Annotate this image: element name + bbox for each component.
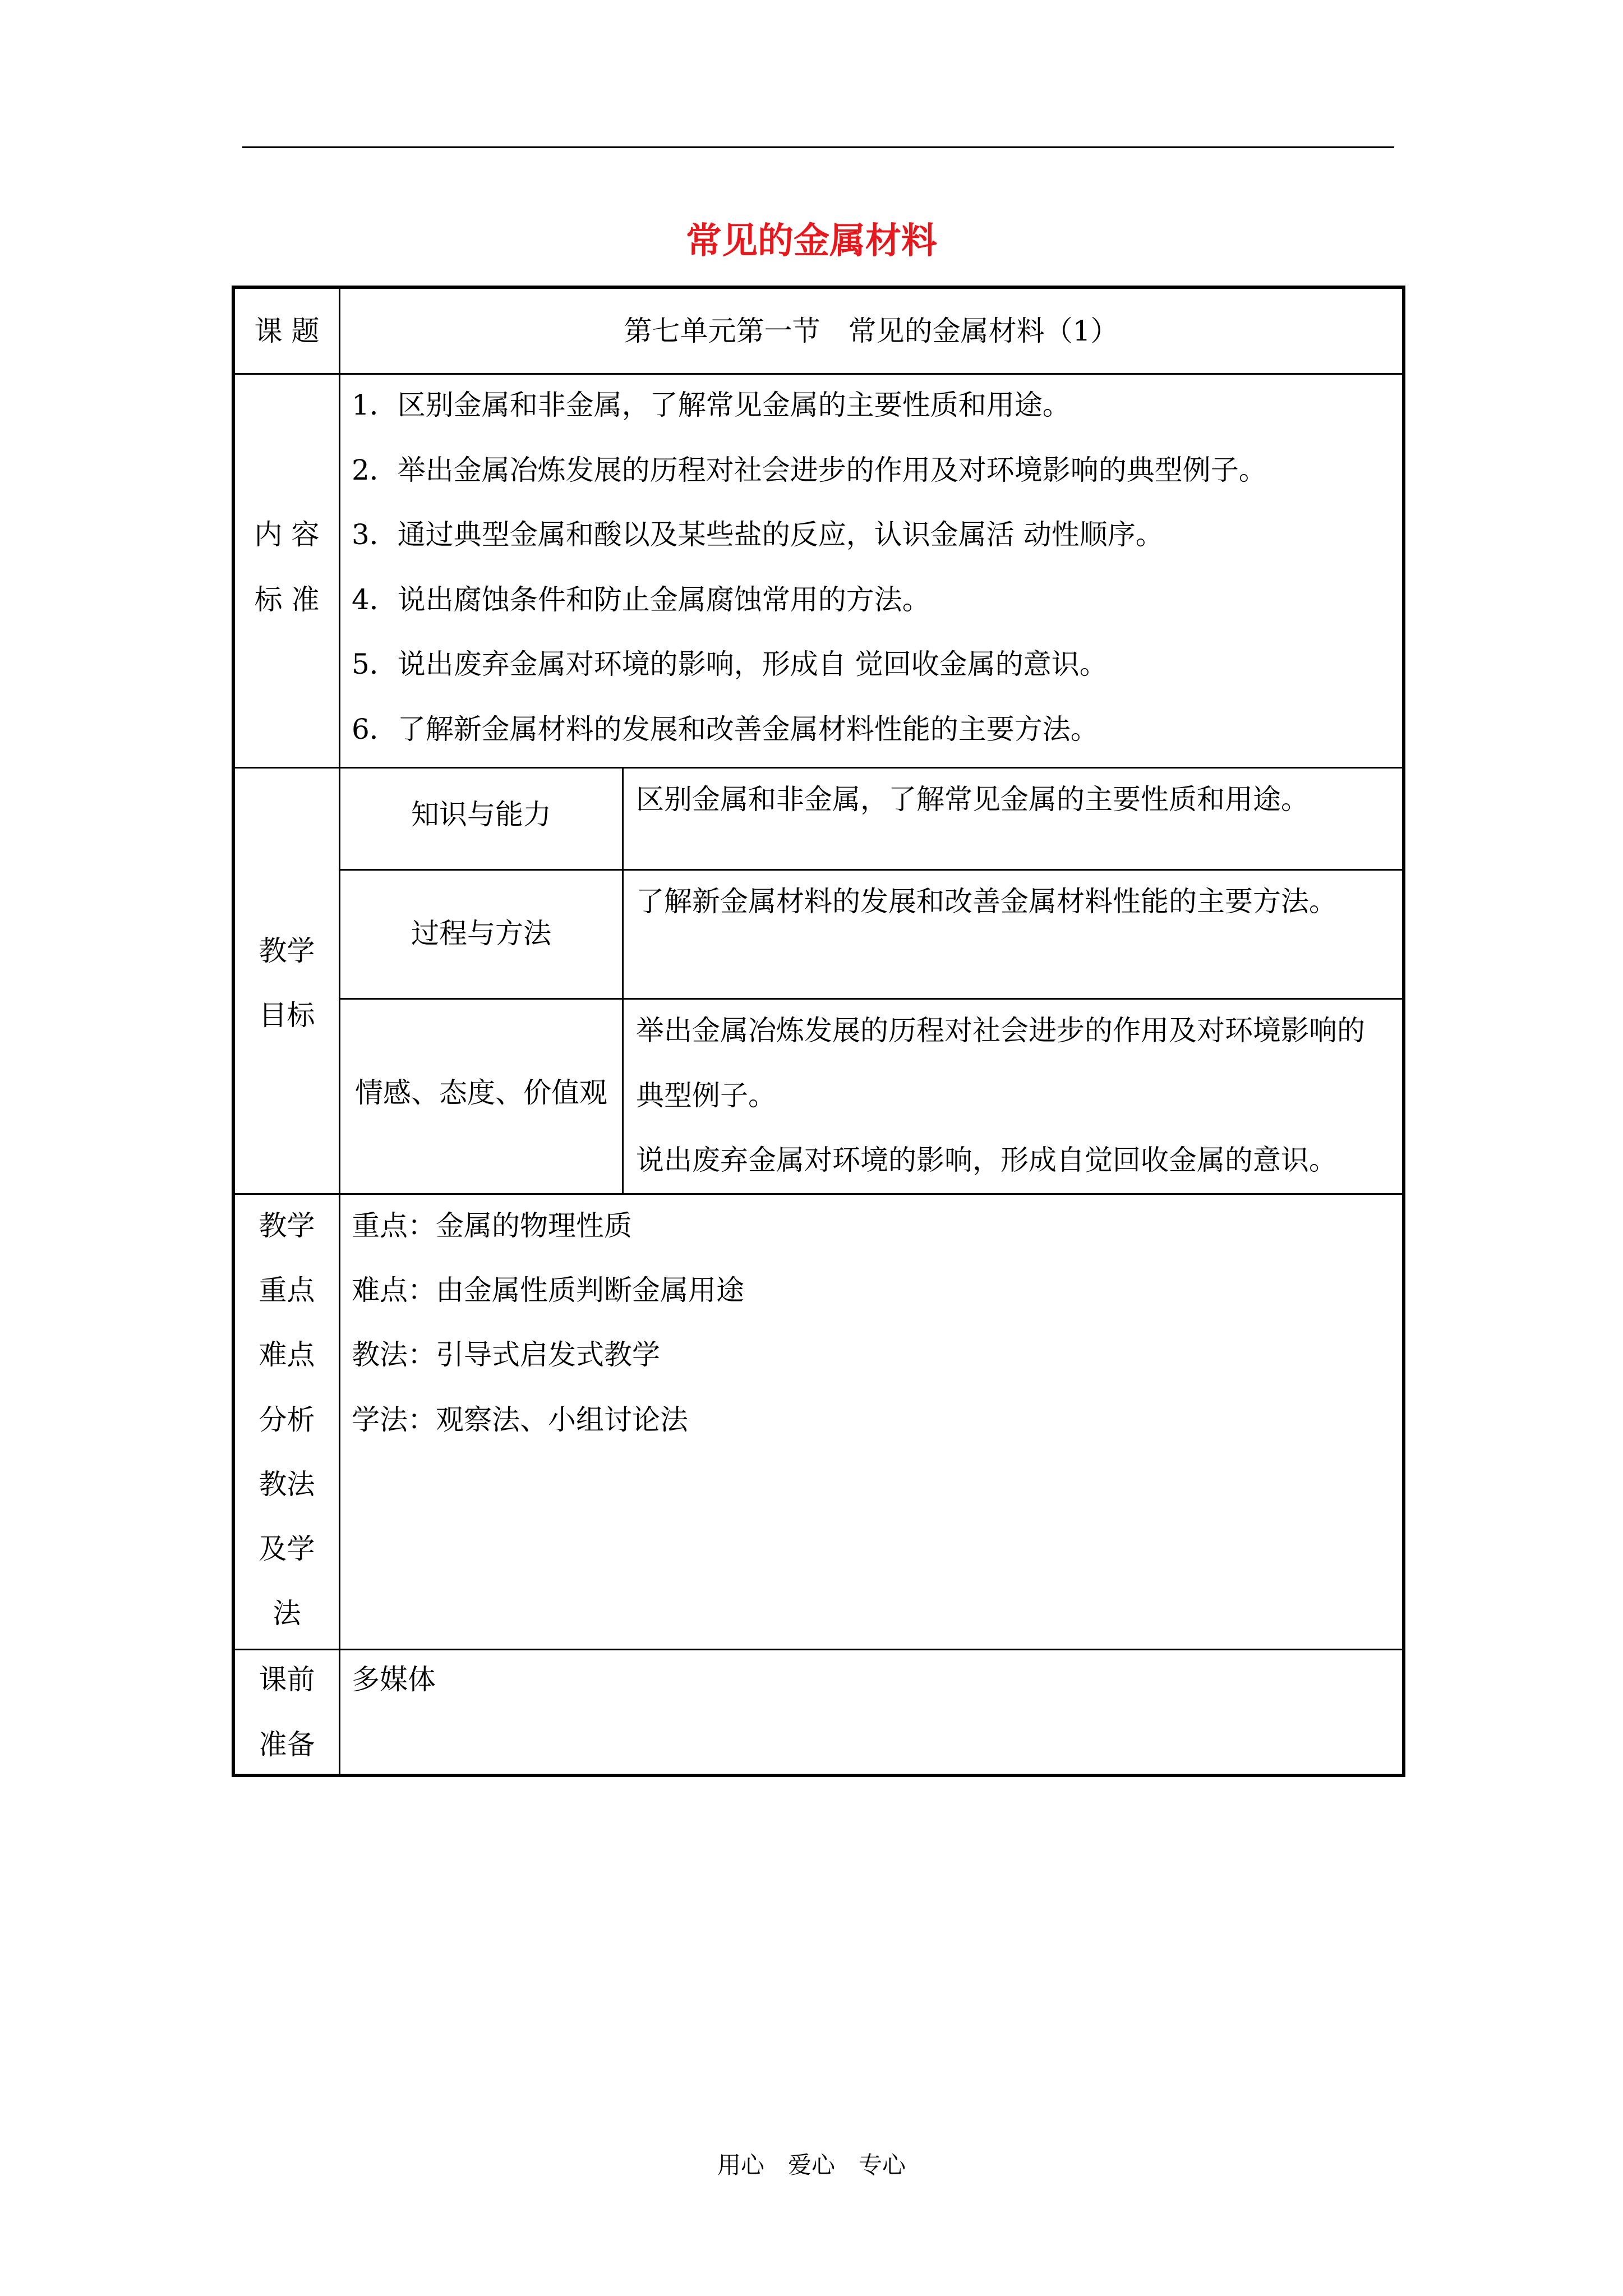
- key-points-label: 及学: [259, 1533, 315, 1565]
- key-points-label: 分析: [259, 1404, 315, 1436]
- content-standard-item: 4．说出腐蚀条件和防止金属腐蚀常用的方法。: [352, 583, 930, 616]
- row-divider-keypoints: [235, 1649, 1402, 1650]
- teaching-goals-label-1: 教学: [259, 935, 315, 967]
- page-footer: 用心 爱心 专心: [717, 2151, 906, 2179]
- goal-process-text: 了解新金属材料的发展和改善金属材料性能的主要方法。: [636, 885, 1337, 918]
- row-divider-goals-2: [339, 998, 1402, 1000]
- key-point-item: 重点：金属的物理性质: [352, 1209, 632, 1242]
- content-standard-item: 5．说出废弃金属对环境的影响，形成自 觉回收金属的意识。: [352, 648, 1108, 680]
- page-title: 常见的金属材料: [686, 220, 937, 262]
- row-divider-standard: [235, 767, 1402, 769]
- goal-knowledge-text: 区别金属和非金属，了解常见金属的主要性质和用途。: [636, 783, 1309, 816]
- goal-attitude-text: 典型例子。: [636, 1079, 776, 1112]
- goal-attitude-text: 举出金属冶炼发展的历程对社会进步的作用及对环境影响的: [636, 1014, 1365, 1047]
- content-standard-item: 3．通过典型金属和酸以及某些盐的反应，认识金属活 动性顺序。: [352, 518, 1164, 551]
- goal-knowledge-label: 知识与能力: [411, 798, 551, 831]
- key-point-item: 难点：由金属性质判断金属用途: [352, 1274, 744, 1306]
- goal-subcolumn-divider: [622, 767, 624, 1193]
- label-column-divider: [339, 289, 340, 1774]
- key-points-label: 教学: [259, 1209, 315, 1242]
- key-points-label: 法: [273, 1597, 301, 1630]
- preparation-label-1: 课前: [259, 1663, 315, 1696]
- content-standard-item: 1．区别金属和非金属，了解常见金属的主要性质和用途。: [352, 389, 1071, 421]
- row-divider-goals: [235, 1193, 1402, 1195]
- key-points-label: 教法: [259, 1468, 315, 1501]
- key-point-item: 教法：引导式启发式教学: [352, 1338, 660, 1371]
- key-point-item: 学法：观察法、小组讨论法: [352, 1404, 688, 1436]
- goal-attitude-label: 情感、态度、价值观: [355, 1076, 607, 1109]
- preparation-label-2: 准备: [259, 1728, 315, 1761]
- teaching-goals-label-2: 目标: [259, 999, 315, 1032]
- content-standard-item: 2．举出金属冶炼发展的历程对社会进步的作用及对环境影响的典型例子。: [352, 454, 1267, 486]
- header-rule: [242, 146, 1394, 148]
- content-standard-label-2: 标 准: [254, 583, 320, 616]
- topic-value: 第七单元第一节 常见的金属材料（1）: [624, 315, 1119, 347]
- row-divider-topic: [235, 373, 1402, 375]
- preparation-value: 多媒体: [352, 1663, 436, 1696]
- content-standard-item: 6．了解新金属材料的发展和改善金属材料性能的主要方法。: [352, 713, 1099, 746]
- content-standard-label-1: 内 容: [254, 518, 320, 551]
- row-divider-goals-1: [339, 869, 1402, 871]
- key-points-label: 难点: [259, 1338, 315, 1371]
- key-points-label: 重点: [259, 1274, 315, 1306]
- lesson-plan-table: [232, 286, 1405, 1777]
- goal-attitude-text: 说出废弃金属对环境的影响，形成自觉回收金属的意识。: [636, 1144, 1337, 1176]
- goal-process-label: 过程与方法: [411, 917, 551, 950]
- topic-label: 课 题: [254, 315, 320, 347]
